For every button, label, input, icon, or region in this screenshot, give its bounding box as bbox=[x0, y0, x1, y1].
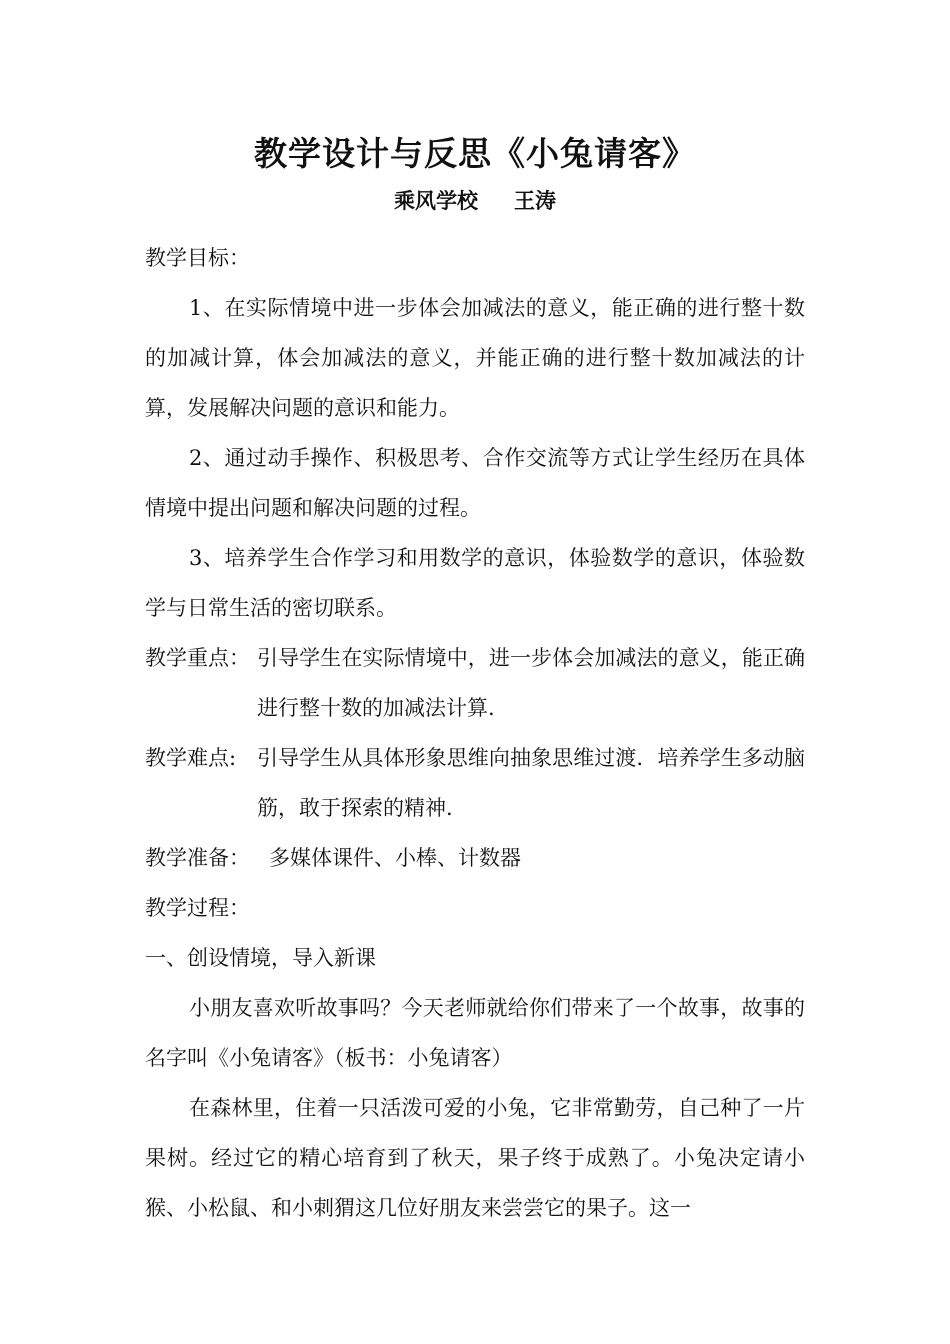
objective-item: 2、通过动手操作、积极思考、合作交流等方式让学生经历在具体情境中提出问题和解决问题的过程。 bbox=[145, 446, 805, 520]
difficulties bbox=[145, 733, 805, 833]
school-name: 乘风学校 bbox=[394, 189, 478, 213]
preparation-text: 多媒体课件、小棒、计数器 bbox=[269, 846, 521, 870]
document-body bbox=[145, 233, 805, 1233]
objectives-heading: 教学目标： bbox=[145, 246, 250, 270]
preparation-label: 教学准备： bbox=[145, 846, 250, 870]
difficulties-label: 教学难点: bbox=[145, 746, 237, 770]
author-name: 王涛 bbox=[514, 189, 556, 213]
key-points-label: 教学重点： bbox=[145, 646, 250, 670]
objective-item: 1、在实际情境中进一步体会加减法的意义，能正确的进行整十数的加减计算，体会加减法的意义，并能正确的进行整十数加减法的计算，发展解决问题的意识和能力。 bbox=[145, 296, 805, 420]
difficulties-text: 引导学生从具体形象思维向抽象思维过渡．培养学生多动脑筋，敢于探索的精神. bbox=[257, 746, 805, 820]
preparation bbox=[145, 833, 805, 883]
key-points bbox=[145, 633, 805, 733]
author-line bbox=[0, 186, 950, 216]
story-paragraph: 小朋友喜欢听故事吗？今天老师就给你们带来了一个故事，故事的名字叫《小兔请客》（板书：小兔请客） bbox=[145, 996, 805, 1070]
document-title: 教学设计与反思《小兔请客》 bbox=[254, 134, 696, 173]
objective-item: 3、培养学生合作学习和用数学的意识，体验数学的意识，体验数学与日常生活的密切联系。 bbox=[145, 546, 805, 620]
process-heading: 教学过程： bbox=[145, 896, 250, 920]
story-paragraph: 在森林里，住着一只活泼可爱的小兔，它非常勤劳，自己种了一片果树。经过它的精心培育到了秋天，果子终于成熟了。小兔决定请小猴、小松鼠、和小刺猬这几位好朋友来尝尝它的果子。这一 bbox=[145, 1096, 805, 1220]
section-heading: 一、创设情境，导入新课 bbox=[145, 946, 376, 970]
key-points-text: 引导学生在实际情境中，进一步体会加减法的意义，能正确进行整十数的加减法计算. bbox=[257, 646, 805, 720]
